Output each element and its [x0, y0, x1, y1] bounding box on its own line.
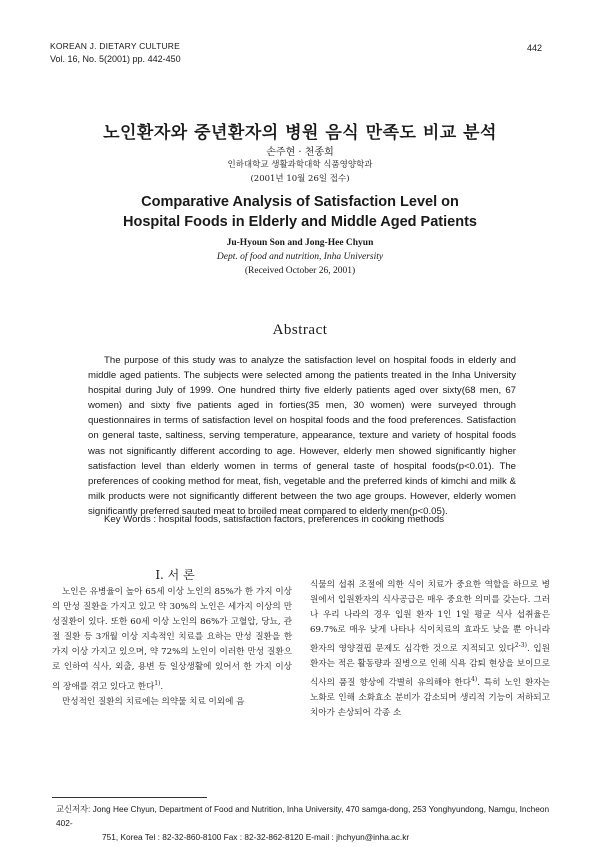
- paragraph-text: . 입원 환자는 적은 활동량과 질병으로 인해 식욕 감퇴 현상을 보이므로 식사의 품질 향상에 각별히 유의해야 한다: [310, 644, 550, 689]
- english-received-date: (Received October 26, 2001): [244, 266, 356, 276]
- english-title: [0, 192, 600, 232]
- paragraph-text: 노인은 유병율이 높아 65세 이상 노인의 85%가 한 가지 이상의 만성 질환을 가지고 있고 약 30%의 노인은 세가지 이상의 만성질환이 있다. 또한 60세 이상 노인의 86%가 고혈압, 당뇨, 관절 질환 등 3개월 이상 지속적인 치료를 요하는 만성 질환을 한 가지 이상 가지고 있으며, 약 72%의 노인이 이러한 만성 질환으로 인하여 식사, 외출, 용변 등 일상생활에 있어서 한 가지 이상의 장애를 겪고 있다고 한다: [52, 587, 292, 692]
- paragraph: [52, 585, 292, 695]
- right-column: [310, 578, 550, 722]
- keywords-list: : hospital foods, satisfaction factors, preferences in cooking methods: [150, 514, 445, 525]
- footnote-line1: 교신저자: Jong Hee Chyun, Department of Food and Nutrition, Inha University, 470 samga-dong, 253 Yonghyundong, Namgu, Incheon 402-: [56, 804, 550, 828]
- volume-info: Vol. 16, No. 5(2001) pp. 442-450: [50, 54, 181, 64]
- english-title-line2: Hospital Foods in Elderly and Middle Aged Patients: [123, 214, 477, 230]
- english-affiliation: Dept. of food and nutrition, Inha University: [216, 252, 384, 262]
- paragraph-text: .: [160, 681, 164, 692]
- page-number: 442: [526, 43, 542, 53]
- citation: 2-3): [514, 642, 527, 650]
- citation: 1): [154, 679, 161, 687]
- section-heading: I. 서 론: [155, 568, 195, 582]
- left-column: [52, 585, 292, 710]
- abstract-body: The purpose of this study was to analyze the satisfaction level on hospital foods in elderly and middle aged patients. The subjects were selected among the patients treated in the Inha University hospital during July of 1999. One hundred thirty five elderly patients aged over sixty(68 men, 67 women) and sixty five patients aged in forties(35 men, 30 women) were surveyed through questionnaires in terms of satisfaction level on hospital foods and the food preferences. Satisfaction on general taste, saltiness, serving temperature, appearance, texture and variety of hospital foods was not significantly different according to age. However, elderly men showed significantly higher satisfaction level than elderly women in terms of general taste of hospital foods(p<0.01). The preferences of cooking method for meat, fish, vegetable and the preferred kinds of kimchi and milk & milk products were not significantly different between the two age groups. However, elderly women significantly preferred sauted meat to broiled meat compared to elderly men(p<0.05).: [88, 355, 516, 517]
- paragraph-text: . 특히 노인 환자는 노화로 인해 소화효소 분비가 감소되며 생리적 기능이 저하되고 치아가 손상되어 각종 소: [310, 678, 550, 719]
- paragraph: 만성적인 질환의 치료에는 의약물 치료 이외에 음: [62, 696, 245, 707]
- footnote-divider: [52, 797, 207, 798]
- korean-authors: 손주현 · 천종희: [266, 147, 334, 158]
- footnote: [56, 802, 556, 844]
- korean-affiliation: 인하대학교 생활과학대학 식품영양학과: [227, 160, 373, 170]
- paragraph: [310, 578, 550, 722]
- keywords-label: Key Words: [104, 514, 151, 525]
- journal-name: KOREAN J. DIETARY CULTURE: [50, 41, 181, 51]
- english-authors: Ju-Hyoun Son and Jong-Hee Chyun: [226, 238, 374, 248]
- english-title-line1: Comparative Analysis of Satisfaction Level on: [141, 194, 459, 210]
- keywords: [104, 514, 524, 525]
- footnote-line2: 751, Korea Tel : 82-32-860-8100 Fax : 82-32-862-8120 E-mail : jhchyun@inha.ac.kr: [102, 832, 410, 842]
- korean-received-date: (2001년 10월 26일 접수): [250, 174, 350, 184]
- citation: 4): [471, 676, 478, 684]
- abstract-heading: Abstract: [272, 322, 328, 338]
- korean-title: 노인환자와 중년환자의 병원 음식 만족도 비교 분석: [103, 123, 497, 143]
- paragraph-text: 식물의 섭취 조절에 의한 식이 치료가 중요한 역할을 하므로 병원에서 입원환자의 식사공급은 매우 중요한 의미를 갖는다. 그러나 우리 나라의 경우 입원 환자 1인 1일 평균 식사 섭취율은 69.7%로 매우 낮게 나타나 식이치료의 효과도 낮을 뿐 아니라 환자의 영양결핍 문제도 심각한 것으로 지적되고 있다: [310, 580, 550, 655]
